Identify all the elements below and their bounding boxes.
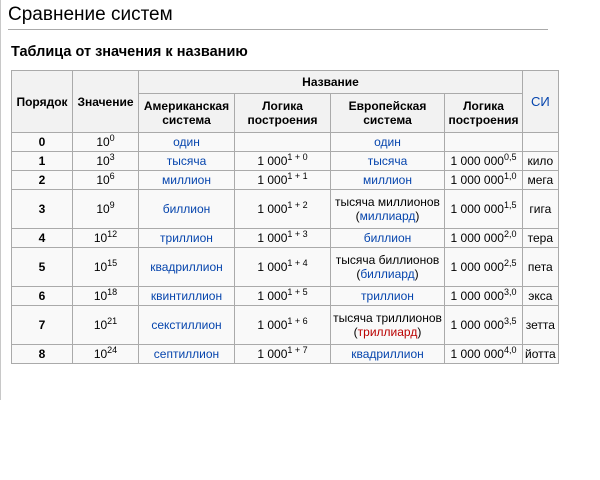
american-name-cell xyxy=(139,248,235,287)
table-row xyxy=(12,345,559,364)
order-cell: 7 xyxy=(12,306,73,345)
value-base: 10 xyxy=(93,289,108,303)
european-logic-cell xyxy=(445,248,523,287)
american-name-link[interactable]: тысяча xyxy=(166,154,207,168)
value-exponent: 18 xyxy=(107,287,118,297)
european-name-text: тысяча триллионов xyxy=(333,311,442,325)
logic-exponent: 4,0 xyxy=(503,345,517,355)
european-name-link[interactable]: квадриллион xyxy=(351,347,424,361)
paren-open: ( xyxy=(355,209,360,223)
order-cell: 1 xyxy=(12,152,73,171)
european-logic-cell xyxy=(445,345,523,364)
european-name-link[interactable]: триллион xyxy=(361,289,414,303)
american-logic-cell xyxy=(235,248,331,287)
logic-base: 1 000 xyxy=(257,289,288,303)
american-name-link[interactable]: секстиллион xyxy=(151,318,222,332)
american-name-link[interactable]: триллион xyxy=(160,231,213,245)
european-name-cell xyxy=(331,345,445,364)
table-row xyxy=(12,152,559,171)
logic-base: 1 000 000 xyxy=(450,318,504,332)
value-cell xyxy=(73,248,139,287)
table-row xyxy=(12,190,559,229)
table-row xyxy=(12,287,559,306)
american-logic-cell xyxy=(235,152,331,171)
table-row xyxy=(12,306,559,345)
logic-exponent: 1 + 3 xyxy=(287,229,308,239)
european-name-text: тысяча миллионов xyxy=(335,195,440,209)
american-logic-cell xyxy=(235,229,331,248)
logic-exponent: 1,0 xyxy=(503,171,517,181)
paren-close: ) xyxy=(417,325,422,339)
comparison-table xyxy=(11,70,559,364)
logic-base: 1 000 xyxy=(257,202,288,216)
logic-base: 1 000 000 xyxy=(450,289,504,303)
value-exponent: 9 xyxy=(109,200,115,210)
value-exponent: 24 xyxy=(107,345,118,355)
european-name-cell xyxy=(331,152,445,171)
paren-close: ) xyxy=(415,209,420,223)
logic-exponent: 2,0 xyxy=(503,229,517,239)
page-title: Сравнение систем xyxy=(8,3,548,30)
american-name-link[interactable]: биллион xyxy=(162,202,211,216)
left-border xyxy=(0,0,1,400)
value-cell xyxy=(73,171,139,190)
value-cell xyxy=(73,152,139,171)
american-name-link[interactable]: один xyxy=(173,135,200,149)
paren-open: ( xyxy=(356,267,361,281)
european-name-cell xyxy=(331,229,445,248)
european-logic-cell xyxy=(445,287,523,306)
european-logic-cell xyxy=(445,152,523,171)
si-prefix-cell: экса xyxy=(523,287,559,306)
logic-exponent: 3,0 xyxy=(503,287,517,297)
logic-exponent: 1 + 4 xyxy=(287,258,308,268)
american-name-link[interactable]: квинтиллион xyxy=(150,289,223,303)
american-name-link[interactable]: квадриллион xyxy=(150,260,223,274)
table-row xyxy=(12,248,559,287)
logic-base: 1 000 000 xyxy=(450,231,504,245)
logic-exponent: 1 + 7 xyxy=(287,345,308,355)
logic-base: 1 000 xyxy=(257,260,288,274)
logic-base: 1 000 000 xyxy=(450,260,504,274)
header-american-system: Американская система xyxy=(139,94,235,133)
european-logic-cell xyxy=(445,171,523,190)
logic-base: 1 000 xyxy=(257,347,288,361)
american-name-cell xyxy=(139,306,235,345)
american-name-link[interactable]: миллион xyxy=(162,173,211,187)
american-name-cell xyxy=(139,171,235,190)
european-logic-cell xyxy=(445,190,523,229)
value-base: 10 xyxy=(96,202,110,216)
logic-exponent: 1 + 6 xyxy=(287,316,308,326)
european-sub-link[interactable]: миллиард xyxy=(359,209,416,223)
logic-exponent: 3,5 xyxy=(503,316,517,326)
european-logic-cell xyxy=(445,229,523,248)
european-name-link[interactable]: один xyxy=(374,135,401,149)
european-name-cell xyxy=(331,190,445,229)
value-cell xyxy=(73,229,139,248)
value-cell xyxy=(73,345,139,364)
value-cell xyxy=(73,287,139,306)
paren-open: ( xyxy=(353,325,358,339)
european-logic-cell xyxy=(445,306,523,345)
value-exponent: 0 xyxy=(109,133,115,143)
order-cell: 3 xyxy=(12,190,73,229)
paren-close: ) xyxy=(414,267,419,281)
european-sub-link[interactable]: биллиард xyxy=(360,267,415,281)
si-prefix-cell: тера xyxy=(523,229,559,248)
logic-exponent: 1 + 2 xyxy=(287,200,308,210)
logic-base: 1 000 000 xyxy=(450,347,504,361)
logic-exponent: 1 + 1 xyxy=(287,171,308,181)
value-base: 10 xyxy=(93,231,108,245)
value-exponent: 15 xyxy=(107,258,118,268)
value-base: 10 xyxy=(93,260,108,274)
si-prefix-cell: гига xyxy=(523,190,559,229)
table-row xyxy=(12,133,559,152)
european-name-link[interactable]: миллион xyxy=(363,173,412,187)
value-base: 10 xyxy=(93,347,108,361)
european-name-cell xyxy=(331,171,445,190)
si-prefix-cell: пета xyxy=(523,248,559,287)
american-name-link[interactable]: септиллион xyxy=(153,347,220,361)
european-name-cell xyxy=(331,133,445,152)
si-prefix-cell: кило xyxy=(523,152,559,171)
value-cell xyxy=(73,190,139,229)
logic-base: 1 000 xyxy=(257,318,288,332)
value-exponent: 12 xyxy=(107,229,118,239)
american-logic-cell xyxy=(235,287,331,306)
header-logic-american: Логика построения xyxy=(235,94,331,133)
logic-base: 1 000 xyxy=(257,173,288,187)
value-base: 10 xyxy=(96,173,110,187)
logic-base: 1 000 xyxy=(257,231,288,245)
american-name-cell xyxy=(139,345,235,364)
european-name-link[interactable]: тысяча xyxy=(367,154,408,168)
table-row xyxy=(12,171,559,190)
logic-base: 1 000 000 xyxy=(450,202,504,216)
value-exponent: 6 xyxy=(109,171,115,181)
logic-exponent: 1 + 0 xyxy=(287,152,308,162)
header-order: Порядок xyxy=(12,71,73,133)
order-cell: 6 xyxy=(12,287,73,306)
table-row xyxy=(12,229,559,248)
european-name-cell xyxy=(331,287,445,306)
value-base: 10 xyxy=(96,154,110,168)
value-base: 10 xyxy=(96,135,110,149)
american-name-cell xyxy=(139,152,235,171)
value-cell xyxy=(73,133,139,152)
logic-exponent: 0,5 xyxy=(503,152,517,162)
header-name-group: Название xyxy=(139,71,523,94)
european-name-cell xyxy=(331,306,445,345)
european-logic-cell xyxy=(445,133,523,152)
header-value: Значение xyxy=(73,71,139,133)
american-name-cell xyxy=(139,133,235,152)
header-si-link[interactable]: СИ xyxy=(523,71,559,133)
european-name-cell xyxy=(331,248,445,287)
order-cell: 4 xyxy=(12,229,73,248)
logic-base: 1 000 xyxy=(257,154,288,168)
logic-exponent: 1 + 5 xyxy=(287,287,308,297)
logic-base: 1 000 000 xyxy=(450,173,504,187)
european-name-text: тысяча биллионов xyxy=(335,253,440,267)
si-prefix-cell xyxy=(523,133,559,152)
order-cell: 5 xyxy=(12,248,73,287)
american-logic-cell xyxy=(235,190,331,229)
american-logic-cell xyxy=(235,345,331,364)
american-logic-cell xyxy=(235,133,331,152)
table-body xyxy=(12,133,559,364)
logic-exponent: 1,5 xyxy=(503,200,517,210)
order-cell: 8 xyxy=(12,345,73,364)
si-prefix-cell: зетта xyxy=(523,306,559,345)
european-redlink[interactable]: триллиард xyxy=(357,325,418,339)
logic-base: 1 000 000 xyxy=(450,154,504,168)
header-logic-european: Логика построения xyxy=(445,94,523,133)
section-title: Таблица от значения к названию xyxy=(11,44,248,60)
header-european-system: Европейская система xyxy=(331,94,445,133)
value-exponent: 21 xyxy=(107,316,118,326)
order-cell: 0 xyxy=(12,133,73,152)
american-name-cell xyxy=(139,229,235,248)
american-name-cell xyxy=(139,190,235,229)
si-prefix-cell: йотта xyxy=(523,345,559,364)
order-cell: 2 xyxy=(12,171,73,190)
european-name-link[interactable]: биллион xyxy=(363,231,412,245)
value-cell xyxy=(73,306,139,345)
value-exponent: 3 xyxy=(109,152,115,162)
american-name-cell xyxy=(139,287,235,306)
logic-exponent: 2,5 xyxy=(503,258,517,268)
value-base: 10 xyxy=(93,318,108,332)
si-prefix-cell: мега xyxy=(523,171,559,190)
american-logic-cell xyxy=(235,306,331,345)
american-logic-cell xyxy=(235,171,331,190)
